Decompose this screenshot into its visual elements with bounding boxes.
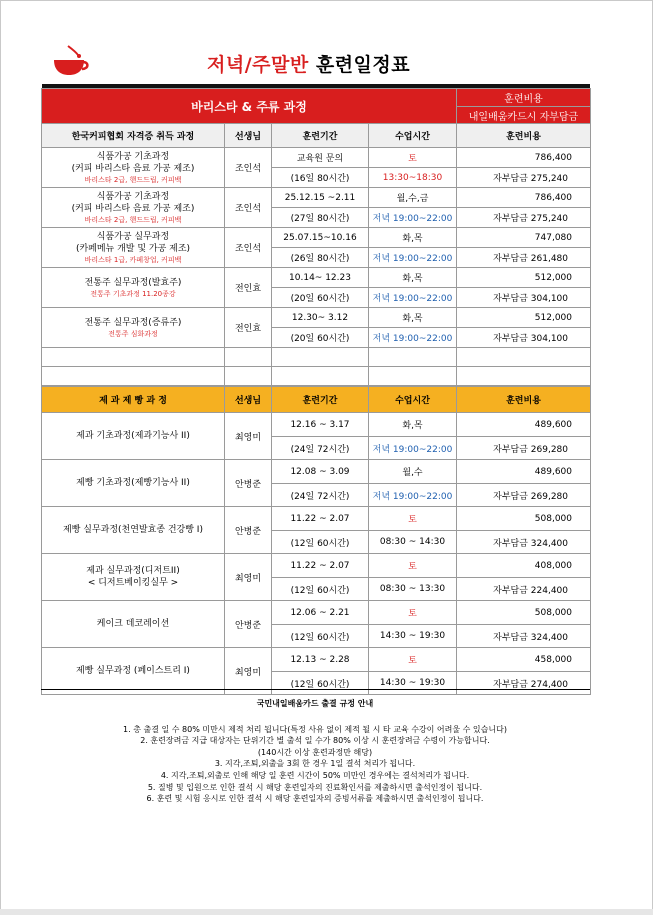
period-hours-cell: (12일 60시간) — [272, 625, 369, 648]
class-days-cell: 화,목 — [369, 268, 457, 288]
cost-self-pay-cell: 자부담금 324,400 — [457, 531, 591, 554]
course-name: 식품가공 기초과정 — [96, 191, 170, 202]
class-time-cell: 저녁 19:00~22:00 — [369, 248, 457, 268]
teacher-cell: 최영미 — [225, 554, 272, 601]
period-dates-cell: 12.30~ 3.12 — [272, 308, 369, 328]
cost-self-pay-cell: 자부담금 304,100 — [457, 328, 591, 348]
cost-total-cell: 512,000 — [457, 268, 591, 288]
class-time-cell: 저녁 19:00~22:00 — [369, 437, 457, 460]
table-row — [42, 148, 591, 168]
empty-row — [42, 348, 591, 367]
barista-schedule-table — [41, 88, 591, 386]
period-hours-cell: (20일 60시간) — [272, 328, 369, 348]
course-name-cell — [42, 228, 225, 268]
bakery-col-header-cost: 훈련비용 — [457, 387, 591, 413]
page-title — [207, 50, 410, 77]
period-dates-cell: 11.22 ~ 2.07 — [272, 507, 369, 531]
teacher-cell: 최영미 — [225, 413, 272, 460]
table-row — [42, 507, 591, 531]
barista-section-header: 바리스타 & 주류 과정 — [42, 89, 457, 124]
notice-line: 3. 지각,조퇴,외출을 3회 한 경우 1일 결석 처리가 됩니다. — [214, 759, 416, 769]
class-days-cell: 토 — [369, 148, 457, 168]
course-name: 식품가공 실무과정 — [96, 231, 170, 242]
course-name-cell — [42, 460, 225, 507]
table-row — [42, 228, 591, 248]
course-name-cell — [42, 601, 225, 648]
cost-total-cell: 747,080 — [457, 228, 591, 248]
table-row — [42, 554, 591, 578]
period-dates-cell: 12.13 ~ 2.28 — [272, 648, 369, 672]
course-name: 제과 실무과정(디저트II) — [86, 566, 180, 576]
course-subtitle: (커피 바리스타 음료 가공 제조) — [71, 163, 195, 174]
class-days-cell: 화,목 — [369, 228, 457, 248]
class-days-cell: 토 — [369, 601, 457, 625]
course-note: 바리스타 2급, 핸드드립, 커피백 — [84, 175, 182, 184]
table-row — [42, 601, 591, 625]
empty-cell — [42, 348, 225, 367]
coffee-cup-icon — [50, 44, 90, 78]
cost-total-cell: 489,600 — [457, 413, 591, 437]
barista-cost-header: 훈련비용 — [457, 89, 591, 107]
period-dates-cell: 10.14~ 12.23 — [272, 268, 369, 288]
course-name: 제빵 실무과정(천연발효종 건강빵 I) — [63, 525, 203, 535]
cost-total-cell: 489,600 — [457, 460, 591, 484]
cost-self-pay-cell: 자부담금 324,400 — [457, 625, 591, 648]
period-dates-cell: 12.08 ~ 3.09 — [272, 460, 369, 484]
class-time-cell: 13:30~18:30 — [369, 168, 457, 188]
course-name: 식품가공 기초과정 — [96, 151, 170, 162]
barista-cost-subheader: 내일배움카드시 자부담금 — [457, 107, 591, 124]
course-name-cell — [42, 308, 225, 348]
period-dates-cell: 11.22 ~ 2.07 — [272, 554, 369, 578]
empty-cell — [457, 367, 591, 386]
course-subtitle: (카페메뉴 개발 및 가공 제조) — [75, 243, 191, 254]
cost-total-cell: 508,000 — [457, 601, 591, 625]
course-subtitle: (커피 바리스타 음료 가공 제조) — [71, 203, 195, 214]
notice-line: (140시간 이상 훈련과정만 해당) — [257, 747, 373, 757]
table-row — [42, 188, 591, 208]
period-hours-cell: (16일 80시간) — [272, 168, 369, 188]
cost-self-pay-cell: 자부담금 275,240 — [457, 208, 591, 228]
cost-self-pay-cell: 자부담금 274,400 — [457, 672, 591, 695]
course-name: 제빵 실무과정 (페이스트리 I) — [76, 666, 190, 676]
table-row — [42, 413, 591, 437]
table-bottom-rule — [41, 689, 590, 690]
bakery-col-header-course: 제 과 제 빵 과 정 — [42, 387, 225, 413]
period-dates-cell: 25.12.15 ~2.11 — [272, 188, 369, 208]
class-days-cell: 화,목 — [369, 308, 457, 328]
table-row — [42, 268, 591, 288]
course-name: 제과 기초과정(제과기능사 II) — [76, 431, 190, 441]
period-hours-cell: (27일 80시간) — [272, 208, 369, 228]
notice-line: 5. 질병 및 입원으로 인한 결석 시 해당 훈련일자의 진료확인서를 제출하시면 출석인정이 됩니다. — [147, 782, 483, 792]
class-days-cell: 토 — [369, 648, 457, 672]
teacher-cell: 전인효 — [225, 268, 272, 308]
course-name-cell — [42, 148, 225, 188]
bottom-band — [0, 909, 653, 915]
col-header-course: 한국커피협회 자격증 취득 과정 — [42, 124, 225, 148]
cost-self-pay-cell: 자부담금 269,280 — [457, 437, 591, 460]
cost-self-pay-cell: 자부담금 304,100 — [457, 288, 591, 308]
course-name-cell — [42, 268, 225, 308]
attendance-notice — [40, 698, 590, 805]
teacher-cell: 조인석 — [225, 148, 272, 188]
course-note: 전통주 심화과정 — [108, 329, 158, 338]
col-header-period: 훈련기간 — [272, 124, 369, 148]
notice-line: 2. 훈련장려금 지급 대상자는 단위기간 별 출석 일 수가 80% 이상 시 훈련장려금 수령이 가능합니다. — [140, 736, 490, 746]
notice-lines — [40, 724, 590, 805]
col-header-time: 수업시간 — [369, 124, 457, 148]
course-name-cell — [42, 648, 225, 695]
course-name: 케이크 데코레이션 — [96, 619, 170, 629]
cost-self-pay-cell: 자부담금 261,480 — [457, 248, 591, 268]
title-part1: 저녁/주말반 — [207, 54, 309, 76]
table-row — [42, 648, 591, 672]
class-days-cell: 월,수 — [369, 460, 457, 484]
empty-cell — [272, 367, 369, 386]
teacher-cell: 전인효 — [225, 308, 272, 348]
bakery-col-header-period: 훈련기간 — [272, 387, 369, 413]
class-time-cell: 저녁 19:00~22:00 — [369, 328, 457, 348]
notice-line: 6. 훈련 및 시험 응시로 인한 결석 시 해당 훈련일자의 증빙서류를 제출하시면 출석인정이 됩니다. — [146, 794, 484, 804]
course-name-cell — [42, 188, 225, 228]
period-dates-cell: 교육원 문의 — [272, 148, 369, 168]
course-note: 전통주 기초과정 11.20종강 — [90, 289, 176, 298]
course-note: 바리스타 1급, 카페창업, 커피백 — [84, 255, 182, 264]
empty-cell — [42, 367, 225, 386]
course-note: 바리스타 2급, 핸드드립, 커피백 — [84, 215, 182, 224]
course-name-cell — [42, 507, 225, 554]
teacher-cell: 조인석 — [225, 228, 272, 268]
course-subtitle: < 디저트베이킹실무 > — [87, 578, 179, 588]
class-days-cell: 토 — [369, 507, 457, 531]
class-days-cell: 화,목 — [369, 413, 457, 437]
course-name: 제빵 기초과정(제빵기능사 II) — [76, 478, 190, 488]
course-name: 전통주 실무과정(발효주) — [84, 277, 182, 288]
class-days-cell: 토 — [369, 554, 457, 578]
class-time-cell: 08:30 ~ 14:30 — [369, 531, 457, 554]
empty-row — [42, 367, 591, 386]
period-hours-cell: (24일 72시간) — [272, 484, 369, 507]
class-time-cell: 08:30 ~ 13:30 — [369, 578, 457, 601]
teacher-cell: 안병준 — [225, 601, 272, 648]
empty-cell — [272, 348, 369, 367]
class-time-cell: 14:30 ~ 19:30 — [369, 625, 457, 648]
notice-title: 국민내일배움카드 출결 규정 안내 — [256, 699, 374, 708]
bakery-col-header-teacher: 선생님 — [225, 387, 272, 413]
col-header-teacher: 선생님 — [225, 124, 272, 148]
notice-line: 1. 총 출결 일 수 80% 미만시 제적 처리 됩니다(특정 사유 없이 제적 될 시 타 교육 수강이 어려울 수 있습니다) — [123, 724, 507, 734]
period-hours-cell: (26일 80시간) — [272, 248, 369, 268]
class-time-cell: 저녁 19:00~22:00 — [369, 208, 457, 228]
cost-total-cell: 458,000 — [457, 648, 591, 672]
period-hours-cell: (12일 60시간) — [272, 531, 369, 554]
period-dates-cell: 12.06 ~ 2.21 — [272, 601, 369, 625]
cost-total-cell: 512,000 — [457, 308, 591, 328]
cost-total-cell: 508,000 — [457, 507, 591, 531]
cost-total-cell: 786,400 — [457, 188, 591, 208]
empty-cell — [369, 348, 457, 367]
empty-cell — [457, 348, 591, 367]
course-name: 전통주 실무과정(증류주) — [84, 317, 182, 328]
period-hours-cell: (12일 60시간) — [272, 672, 369, 695]
table-row — [42, 308, 591, 328]
class-time-cell: 저녁 19:00~22:00 — [369, 484, 457, 507]
cost-self-pay-cell: 자부담금 224,400 — [457, 578, 591, 601]
teacher-cell: 최영미 — [225, 648, 272, 695]
teacher-cell: 조인석 — [225, 188, 272, 228]
class-time-cell: 14:30 ~ 19:30 — [369, 672, 457, 695]
period-hours-cell: (12일 60시간) — [272, 578, 369, 601]
teacher-cell: 안병준 — [225, 460, 272, 507]
col-header-cost: 훈련비용 — [457, 124, 591, 148]
period-hours-cell: (24일 72시간) — [272, 437, 369, 460]
table-row — [42, 460, 591, 484]
cost-self-pay-cell: 자부담금 269,280 — [457, 484, 591, 507]
notice-line: 4. 지각,조퇴,외출로 인해 해당 일 훈련 시간이 50% 미만인 경우에는 결석처리가 됩니다. — [160, 770, 470, 780]
class-days-cell: 월,수,금 — [369, 188, 457, 208]
period-dates-cell: 25.07.15~10.16 — [272, 228, 369, 248]
teacher-cell: 안병준 — [225, 507, 272, 554]
cost-total-cell: 786,400 — [457, 148, 591, 168]
title-part2: 훈련일정표 — [315, 54, 411, 76]
period-hours-cell: (20일 60시간) — [272, 288, 369, 308]
empty-cell — [225, 367, 272, 386]
cost-total-cell: 408,000 — [457, 554, 591, 578]
bakery-col-header-time: 수업시간 — [369, 387, 457, 413]
empty-cell — [369, 367, 457, 386]
course-name-cell — [42, 413, 225, 460]
class-time-cell: 저녁 19:00~22:00 — [369, 288, 457, 308]
bakery-schedule-table — [41, 386, 591, 695]
course-name-cell — [42, 554, 225, 601]
period-dates-cell: 12.16 ~ 3.17 — [272, 413, 369, 437]
empty-cell — [225, 348, 272, 367]
cost-self-pay-cell: 자부담금 275,240 — [457, 168, 591, 188]
